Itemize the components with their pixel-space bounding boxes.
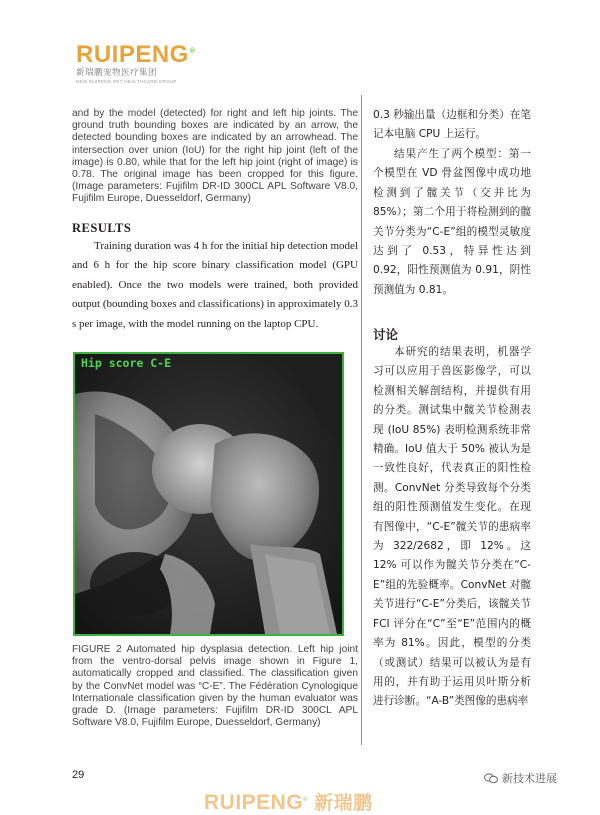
results-paragraph: Training duration was 4 h for the initial hip detection model and 6 h for the hip score binary classification model (GPU enabled). Once the two models were trained, both provided output (bounding boxes and classifications) in approximately 0.3 s per image, with the model running on the laptop CPU. bbox=[72, 240, 358, 330]
brand-chinese-name: 新瑞鹏宠物医疗集团 bbox=[76, 68, 158, 78]
figure1-caption-continued: and by the model (detected) for right and left hip joints. The ground truth bounding boxes are indicated by an arrow, the detected bounding boxes are indicated by an arrowhead. The intersection over union (IoU) for the right hip joint (left of the image) is 0.80, while that for the left hip joint (right of image) is 0.78. The original image has been cropped for this figure. (Image parameters: Fujifilm DR-ID 300CL APL Software V8.0, Fujifilm Europe, Duesseldorf, Germany) bbox=[72, 108, 358, 205]
footer-brand-logo: RUIPENG® 新瑞鹏 bbox=[204, 791, 373, 814]
wechat-account-name: 新技术进展 bbox=[502, 772, 557, 785]
results-heading: RESULTS bbox=[72, 221, 132, 235]
column-divider bbox=[361, 95, 362, 745]
hip-xray-figure bbox=[73, 352, 344, 636]
brand-wordmark: RUIPENG® bbox=[76, 41, 196, 68]
brand-english-name: NEW RUIPENG PET HEALTHCARE GROUP bbox=[76, 79, 177, 84]
figure2-caption: FIGURE 2 Automated hip dysplasia detection. Left hip joint from the ventro-dorsal pelvis image shown in Figure 1, automatically cropped and classified. The classification given by the ConvNet model was “C-E”. The Fédération Cynologique Internationale classification given by the human evaluator was grade D. (Image parameters: Fujifilm DR-ID 300CL APL Software V8.0, Fujifilm Europe, Duesseldorf, Germany) bbox=[72, 644, 358, 729]
discussion-paragraph: 本研究的结果表明，机器学习可以应用于兽医影像学，可以检测相关解剖结构，并提供有用的分类。测试集中髋关节检测表现 (IoU 85%) 表明检测系统非常精确。IoU 值大于 50% 被认为是一致性良好，代表真正的阳性检测。ConvNet 分类导致每个分类组的阳性预测值发生变化。在现有图像中，“C-E”髋关节的患病率为 322/2682，即 12%。这 12% 可以作为髋关节分类在“C-E”组的先验概率。ConvNet 对髋关节进行“C-E”分类后，该髋关节 FCI 评分在“C”至“E”范围内的概率为 81%。因此，模型的分类（或测试）结果可以被认为是有用的，并有助于运用贝叶斯分析进行诊断。“A-B”类图像的患病率 bbox=[373, 346, 531, 708]
figure-classification-label: Hip score C-E bbox=[81, 356, 172, 370]
brand-logo bbox=[76, 40, 196, 85]
discussion-heading: 讨论 bbox=[373, 327, 399, 342]
wechat-account bbox=[484, 770, 557, 786]
wechat-icon bbox=[484, 773, 498, 784]
hip-xray-image bbox=[75, 354, 342, 634]
results-cn-paragraph-1: 0.3 秒输出量（边框和分类）在笔记本电脑 CPU 上运行。 bbox=[373, 109, 531, 141]
page-number: 29 bbox=[72, 769, 85, 781]
results-cn-paragraph-2: 结果产生了两个模型：第一个模型在 VD 骨盆图像中成功地检测到了髋关节（交并比为 85%）；第二个用于将检测到的髋关节分类为“C-E”组的模型灵敏度达到了 0.53，特异性达到 0.92，阳性预测值为 0.91，阴性预测值为 0.81。 bbox=[373, 148, 531, 296]
